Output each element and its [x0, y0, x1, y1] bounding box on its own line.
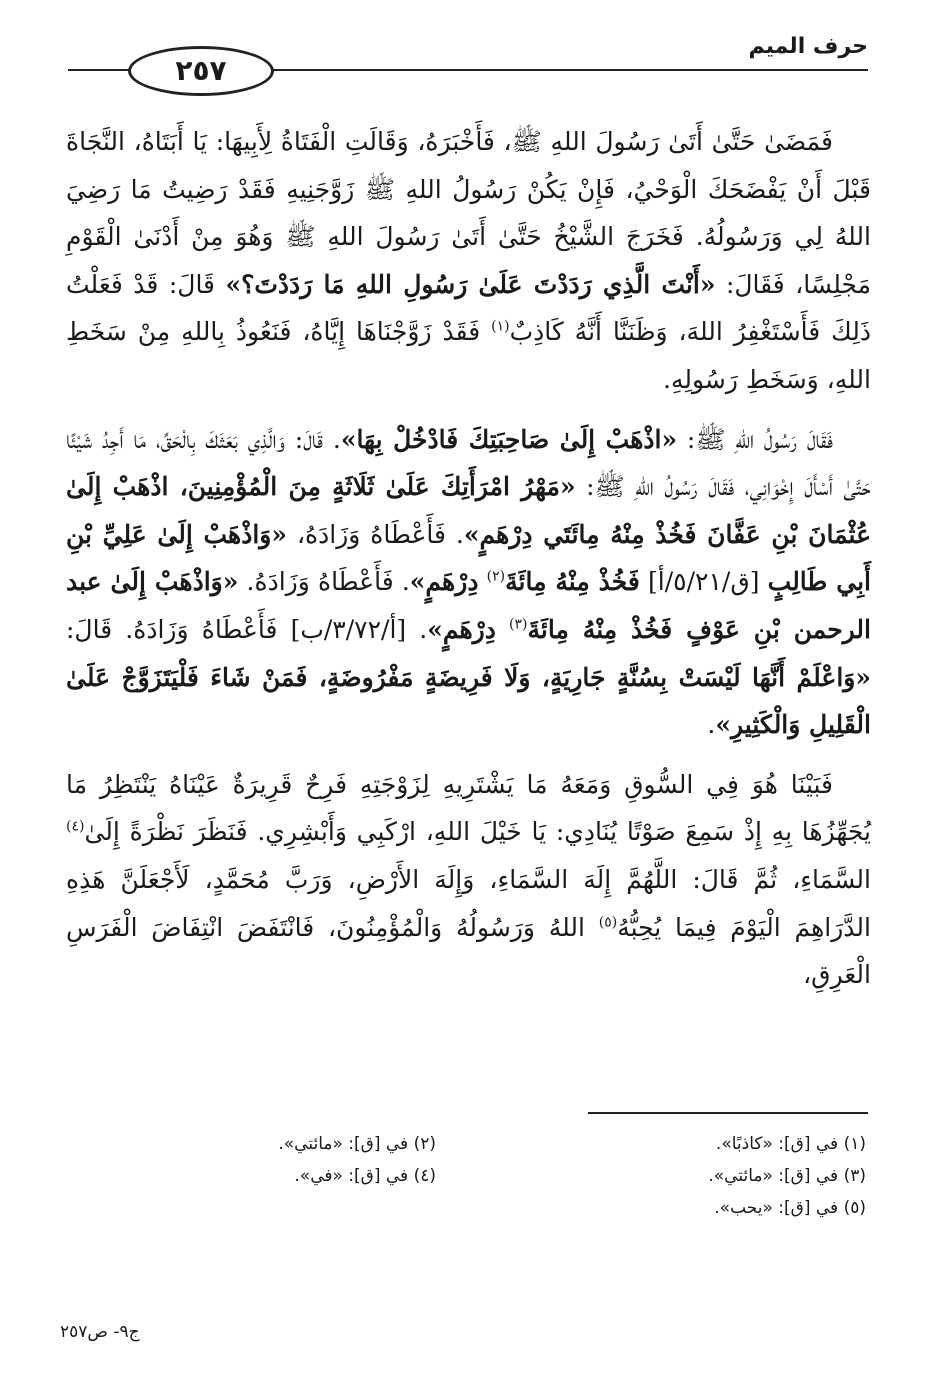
- manuscript-ref: [ق/٥/٢١/أ]: [648, 567, 760, 597]
- footnote-3: (٣) في [ق]: «مائتي».: [708, 1166, 866, 1186]
- footnote-row: [66, 1128, 871, 1160]
- footnote-ref-5[interactable]: (٥): [598, 914, 618, 931]
- text-span: قَالَ: قَدْ فَعَلْتُ ذَلِكَ فَأَسْتَغْفِرُ اللهَ، وَظَنَنَّا أَنَّهُ كَاذِبٌ: [66, 269, 871, 347]
- hadith-quote: «اذْهَبْ إِلَىٰ صَاحِبَتِكَ فَادْخُلْ بِهَا»: [340, 424, 678, 454]
- footnote-separator: [588, 1112, 868, 1114]
- paragraph-2: [66, 416, 871, 749]
- text-span: . فَأَعْطَاهُ وَزَادَهُ.: [246, 567, 410, 597]
- page-number: ٢٥٧: [175, 54, 227, 87]
- hadith-quote: «وَاذْهَبْ إِلَىٰ عَلِيِّ بْنِ أَبِي طَالِبٍ: [66, 519, 871, 597]
- footnote-2: (٢) في [ق]: «مائتي».: [278, 1134, 436, 1154]
- running-title: حرف الميم: [738, 34, 868, 59]
- text-span: فَبَيْنَا هُوَ فِي السُّوقِ وَمَعَهُ مَا يَشْتَرِيهِ لِزَوْجَتِهِ فَرِحٌ قَرِيرَةٌ عَيْنَاهُ يَنْتَظِرُ مَا يُجَهِّزُهَا بِهِ إِذْ سَمِعَ صَوْتًا يُنَادِي: يَا خَيْلَ اللهِ، ارْكَبِي وَأَبْشِرِي. فَنَظَرَ نَظْرَةً إِلَىٰ: [66, 769, 871, 847]
- text-span: . فَأَعْطَاهُ وَزَادَهُ،: [296, 519, 464, 549]
- text-span: السَّمَاءِ، ثُمَّ قَالَ: اللَّهُمَّ إِلَهَ السَّمَاءِ، وَإِلَهَ الأَرْضِ، وَرَبَّ مُحَمَّدٍ، لَأَجْعَلَنَّ هَذِهِ الدَّرَاهِمَ الْيَوْمَ فِيمَا يُحِبُّهُ: [66, 864, 871, 942]
- hadith-quote: دِرْهَمٍ»: [427, 614, 496, 644]
- hadith-quote: دِرْهَمٍ»: [409, 567, 479, 597]
- hadith-quote: «وَاذْهَبْ إِلَىٰ عبد الرحمن بْنِ عَوْفٍ فَخُذْ مِنْهُ مِائَةَ: [66, 567, 871, 644]
- volume-page-signature: ج٩- ص٢٥٧: [60, 1322, 140, 1342]
- hadith-quote: «مَهْرُ امْرَأَتِكَ عَلَىٰ ثَلَاثَةٍ مِنَ الْمُؤْمِنِينَ، اذْهَبْ إِلَىٰ عُثْمَانَ بْنِ عَفَّانَ فَخُذْ مِنْهُ مِائَتَي دِرْهَمٍ»: [66, 472, 871, 549]
- hadith-quote: «وَاعْلَمْ أَنَّهَا لَيْسَتْ بِسُنَّةٍ جَارِيَةٍ، وَلَا فَرِيضَةٍ مَفْرُوضَةٍ، فَمَنْ شَاءَ فَلْيَتَزَوَّجْ عَلَىٰ الْقَلِيلِ وَالْكَثِيرِ»: [66, 662, 871, 740]
- main-text: [66, 118, 871, 999]
- text-span: اللهُ وَرَسُولُهُ وَالْمُؤْمِنُونَ، فَانْتَفَضَ انْتِفَاضَ الْفَرَسِ الْعَرِقِ،: [66, 912, 871, 990]
- footnote-row: [66, 1160, 871, 1192]
- footnote-ref-2[interactable]: (٢): [486, 569, 506, 586]
- page-number-frame: [128, 46, 274, 96]
- text-span: . [أ/٣/٧٢/ب] فَأَعْطَاهُ وَزَادَهُ. قَالَ:: [66, 614, 428, 644]
- footnotes: [66, 1128, 871, 1224]
- text-span: فَقَالَ رَسُولُ اللهِ ﷺ:: [686, 424, 833, 454]
- footnote-ref-1[interactable]: (١): [491, 319, 510, 336]
- page-header: [68, 34, 868, 94]
- hadith-quote: «أَنْتَ الَّذِي رَدَدْتَ عَلَىٰ رَسُولِ اللهِ مَا رَدَدْتَ؟»: [225, 269, 716, 299]
- footnote-ref-3[interactable]: (٣): [509, 616, 528, 633]
- footnote-1: (١) في [ق]: «كاذبًا».: [715, 1134, 866, 1154]
- footnote-ref-4[interactable]: (٤): [66, 818, 85, 835]
- footnote-5: (٥) في [ق]: «يحب».: [714, 1198, 866, 1218]
- text-span: فَمَضَىٰ حَتَّىٰ أَتَىٰ رَسُولَ اللهِ ﷺ، فَأَخْبَرَهُ، وَقَالَتِ الْفَتَاةُ لِأَبِيهَا: يَا أَبَتَاهُ، النَّجَاةَ قَبْلَ أَنْ يَفْضَحَكَ الْوَحْيُ، فَإِنْ يَكُنْ رَسُولُ اللهِ ﷺ زَوَّجَنِيهِ فَقَدْ رَضِيتُ مَا رَضِيَ اللهُ لِي وَرَسُولُهُ. فَخَرَجَ الشَّيْخُ حَتَّىٰ أَتَىٰ رَسُولَ اللهِ ﷺ وَهُوَ مِنْ أَدْنَىٰ الْقَوْمِ مَجْلِسًا، فَقَالَ:: [66, 127, 872, 299]
- footnote-4: (٤) في [ق]: «في».: [294, 1166, 436, 1186]
- text-span: .: [707, 710, 716, 740]
- hadith-quote: فَخُذْ مِنْهُ مِائَةَ: [505, 567, 640, 597]
- text-span: . قَالَ: وَالَّذِي بَعَثَكَ بِالْحَقِّ، مَا أَجِدُ شَيْئًا حَتَّىٰ أَسْأَلَ إِخْوَانِي، فَقَالَ رَسُولُ اللهِ ﷺ:: [66, 424, 871, 502]
- text-span: فَقَدْ زَوَّجْنَاهَا إِيَّاهُ، فَنَعُوذُ بِاللهِ مِنْ سَخَطِ اللهِ، وَسَخَطِ رَسُولِهِ.: [66, 317, 871, 394]
- paragraph-3: [66, 761, 871, 999]
- paragraph-1: [66, 118, 871, 404]
- footnote-row: [66, 1192, 871, 1224]
